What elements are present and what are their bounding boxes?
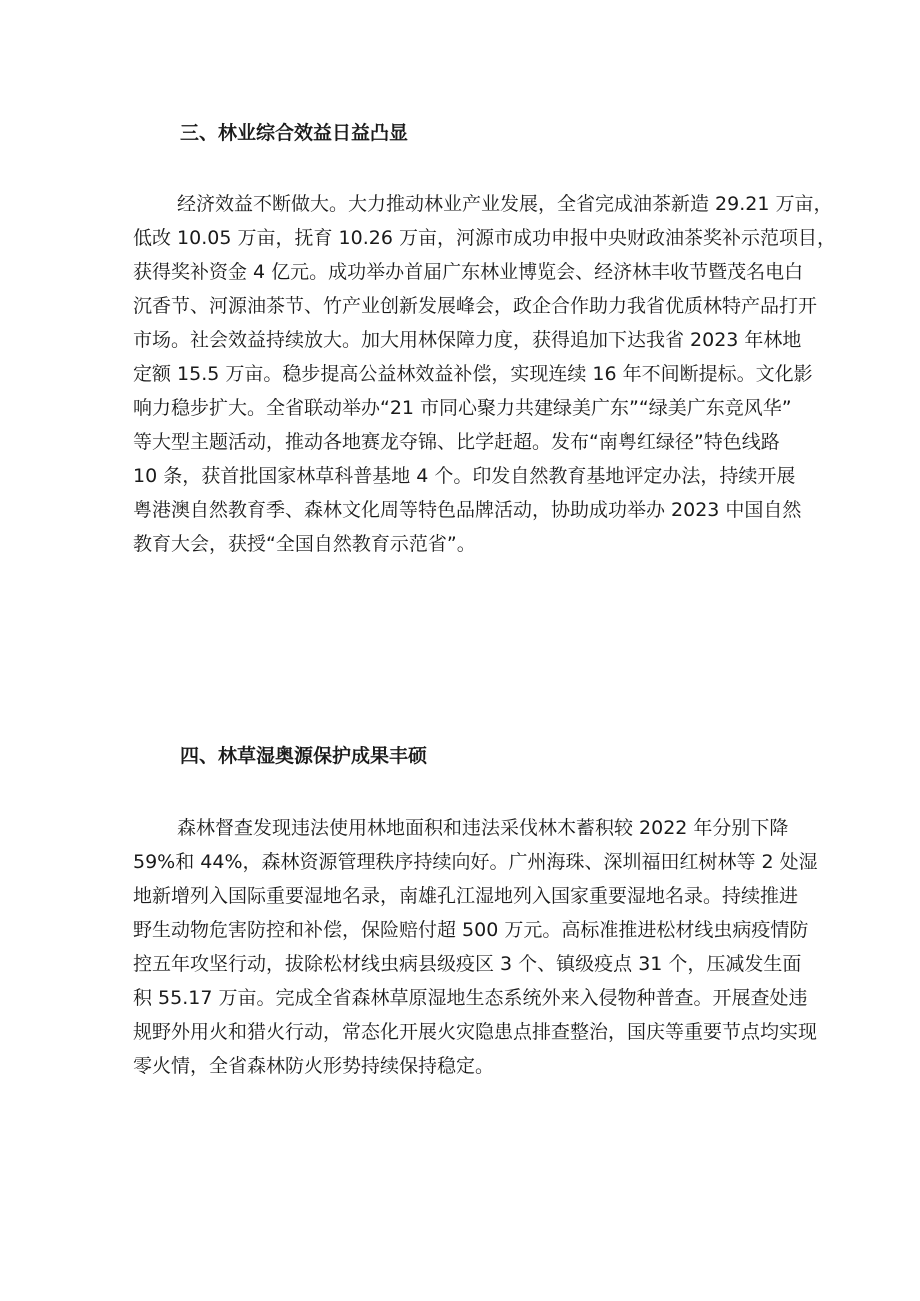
- section-3-paragraph: [133, 187, 836, 561]
- paragraph-line: 规野外用火和猎火行动，常态化开展火灾隐患点排查整治，国庆等重要节点均实现: [133, 1021, 818, 1043]
- section-3-heading: 三、林业综合效益日益凸显: [180, 122, 409, 144]
- paragraph-line: 沉香节、河源油茶节、竹产业创新发展峰会，政企合作助力我省优质林特产品打开: [133, 295, 818, 317]
- paragraph-line: 经济效益不断做大。大力推动林业产业发展，全省完成油茶新造 29.21 万亩，: [177, 193, 833, 215]
- paragraph-line: 等大型主题活动，推动各地赛龙夺锦、比学赶超。发布“南粤红绿径”特色线路: [133, 431, 780, 453]
- paragraph-line: 获得奖补资金 4 亿元。成功举办首届广东林业博览会、经济林丰收节暨茂名电白: [133, 261, 804, 283]
- paragraph-line: 森林督查发现违法使用林地面积和违法采伐林木蓄积较 2022 年分别下降: [177, 817, 789, 839]
- paragraph-line: 教育大会，获授“全国自然教育示范省”。: [133, 533, 476, 555]
- paragraph-line: 地新增列入国际重要湿地名录，南雄孔江湿地列入国家重要湿地名录。持续推进: [133, 885, 799, 907]
- paragraph-line: 市场。社会效益持续放大。加大用林保障力度，获得追加下达我省 2023 年林地: [133, 329, 802, 351]
- paragraph-line: 野生动物危害防控和补偿，保险赔付超 500 万元。高标准推进松材线虫病疫情防: [133, 919, 809, 941]
- paragraph-line: 低改 10.05 万亩，抚育 10.26 万亩，河源市成功申报中央财政油茶奖补示范项目，: [133, 227, 836, 249]
- paragraph-line: 控五年攻坚行动，拔除松材线虫病县级疫区 3 个、镇级疫点 31 个，压减发生面: [133, 953, 802, 975]
- paragraph-line: 59%和 44%，森林资源管理秩序持续向好。广州海珠、深圳福田红树林等 2 处湿: [133, 851, 818, 873]
- paragraph-line: 积 55.17 万亩。完成全省森林草原湿地生态系统外来入侵物种普查。开展查处违: [133, 987, 808, 1009]
- section-4-paragraph: [133, 811, 818, 1083]
- paragraph-line: 响力稳步扩大。全省联动举办“21 市同心聚力共建绿美广东”“绿美广东竞风华”: [133, 397, 792, 419]
- section-4-heading: 四、林草湿奥源保护成果丰硕: [180, 745, 428, 767]
- paragraph-line: 粤港澳自然教育季、森林文化周等特色品牌活动，协助成功举办 2023 中国自然: [133, 499, 802, 521]
- paragraph-line: 零火情，全省森林防火形势持续保持稳定。: [133, 1055, 495, 1077]
- paragraph-line: 10 条，获首批国家林草科普基地 4 个。印发自然教育基地评定办法，持续开展: [133, 465, 796, 487]
- paragraph-line: 定额 15.5 万亩。稳步提高公益林效益补偿，实现连续 16 年不间断提标。文化影: [133, 363, 813, 385]
